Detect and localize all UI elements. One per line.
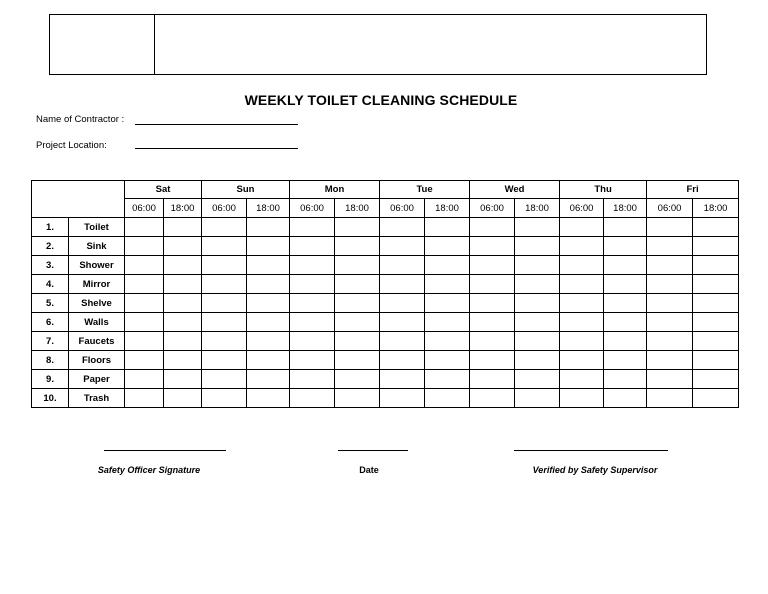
table-row bbox=[32, 313, 739, 332]
check-cell[interactable] bbox=[604, 332, 647, 351]
check-cell[interactable] bbox=[425, 351, 470, 370]
check-cell[interactable] bbox=[125, 389, 164, 408]
check-cell[interactable] bbox=[380, 332, 425, 351]
logo-cell bbox=[50, 15, 155, 74]
check-cell[interactable] bbox=[604, 218, 647, 237]
check-cell[interactable] bbox=[470, 389, 515, 408]
check-cell[interactable] bbox=[335, 218, 380, 237]
item-name: Faucets bbox=[69, 332, 125, 351]
check-cell[interactable] bbox=[693, 237, 739, 256]
check-cell[interactable] bbox=[470, 332, 515, 351]
check-cell[interactable] bbox=[515, 237, 560, 256]
check-cell[interactable] bbox=[647, 332, 693, 351]
item-number: 1. bbox=[32, 218, 69, 237]
check-cell[interactable] bbox=[380, 351, 425, 370]
officer-signature-label: Safety Officer Signature bbox=[97, 465, 201, 475]
check-cell[interactable] bbox=[125, 218, 164, 237]
page-title: WEEKLY TOILET CLEANING SCHEDULE bbox=[244, 92, 518, 108]
check-cell[interactable] bbox=[515, 294, 560, 313]
check-cell[interactable] bbox=[290, 351, 335, 370]
item-name: Mirror bbox=[69, 275, 125, 294]
check-cell[interactable] bbox=[202, 256, 247, 275]
check-cell[interactable] bbox=[604, 275, 647, 294]
item-number: 4. bbox=[32, 275, 69, 294]
check-cell[interactable] bbox=[125, 332, 164, 351]
time-header: 18:00 bbox=[604, 199, 647, 218]
check-cell[interactable] bbox=[125, 351, 164, 370]
check-cell[interactable] bbox=[425, 294, 470, 313]
check-cell[interactable] bbox=[604, 237, 647, 256]
check-cell[interactable] bbox=[290, 256, 335, 275]
check-cell[interactable] bbox=[247, 237, 290, 256]
check-cell[interactable] bbox=[380, 275, 425, 294]
check-cell[interactable] bbox=[247, 389, 290, 408]
check-cell[interactable] bbox=[380, 294, 425, 313]
check-cell[interactable] bbox=[470, 237, 515, 256]
check-cell[interactable] bbox=[125, 275, 164, 294]
day-header-tue: Tue bbox=[380, 181, 470, 199]
check-cell[interactable] bbox=[470, 275, 515, 294]
check-cell[interactable] bbox=[647, 256, 693, 275]
check-cell[interactable] bbox=[202, 332, 247, 351]
schedule-table bbox=[31, 180, 739, 408]
time-header: 06:00 bbox=[380, 199, 425, 218]
contractor-label: Name of Contractor : bbox=[36, 114, 125, 125]
check-cell[interactable] bbox=[290, 313, 335, 332]
item-number: 5. bbox=[32, 294, 69, 313]
check-cell[interactable] bbox=[693, 389, 739, 408]
check-cell[interactable] bbox=[604, 389, 647, 408]
check-cell[interactable] bbox=[560, 313, 604, 332]
check-cell[interactable] bbox=[693, 370, 739, 389]
check-cell[interactable] bbox=[693, 275, 739, 294]
check-cell[interactable] bbox=[470, 370, 515, 389]
check-cell[interactable] bbox=[164, 256, 202, 275]
check-cell[interactable] bbox=[202, 351, 247, 370]
check-cell[interactable] bbox=[335, 256, 380, 275]
item-name: Sink bbox=[69, 237, 125, 256]
check-cell[interactable] bbox=[290, 237, 335, 256]
check-cell[interactable] bbox=[380, 370, 425, 389]
check-cell[interactable] bbox=[247, 351, 290, 370]
check-cell[interactable] bbox=[470, 256, 515, 275]
item-number: 8. bbox=[32, 351, 69, 370]
time-header: 06:00 bbox=[647, 199, 693, 218]
check-cell[interactable] bbox=[125, 237, 164, 256]
check-cell[interactable] bbox=[693, 313, 739, 332]
time-header: 18:00 bbox=[247, 199, 290, 218]
item-name: Shelve bbox=[69, 294, 125, 313]
time-header: 06:00 bbox=[202, 199, 247, 218]
item-name: Floors bbox=[69, 351, 125, 370]
check-cell[interactable] bbox=[604, 370, 647, 389]
item-number: 2. bbox=[32, 237, 69, 256]
check-cell[interactable] bbox=[202, 237, 247, 256]
check-cell[interactable] bbox=[164, 370, 202, 389]
item-name: Walls bbox=[69, 313, 125, 332]
check-cell[interactable] bbox=[647, 313, 693, 332]
check-cell[interactable] bbox=[335, 294, 380, 313]
time-header: 18:00 bbox=[515, 199, 560, 218]
check-cell[interactable] bbox=[335, 275, 380, 294]
check-cell[interactable] bbox=[164, 332, 202, 351]
check-cell[interactable] bbox=[380, 313, 425, 332]
check-cell[interactable] bbox=[335, 351, 380, 370]
table-row bbox=[32, 332, 739, 351]
date-line[interactable] bbox=[338, 450, 408, 451]
check-cell[interactable] bbox=[202, 389, 247, 408]
check-cell[interactable] bbox=[515, 370, 560, 389]
check-cell[interactable] bbox=[290, 389, 335, 408]
table-row bbox=[32, 294, 739, 313]
check-cell[interactable] bbox=[560, 332, 604, 351]
check-cell[interactable] bbox=[164, 313, 202, 332]
check-cell[interactable] bbox=[560, 389, 604, 408]
table-row bbox=[32, 370, 739, 389]
day-header-thu: Thu bbox=[560, 181, 647, 199]
check-cell[interactable] bbox=[125, 294, 164, 313]
check-cell[interactable] bbox=[202, 294, 247, 313]
item-name: Trash bbox=[69, 389, 125, 408]
table-corner-cell bbox=[32, 181, 125, 218]
check-cell[interactable] bbox=[202, 313, 247, 332]
check-cell[interactable] bbox=[335, 332, 380, 351]
check-cell[interactable] bbox=[247, 313, 290, 332]
day-header-sun: Sun bbox=[202, 181, 290, 199]
check-cell[interactable] bbox=[693, 218, 739, 237]
check-cell[interactable] bbox=[425, 237, 470, 256]
check-cell[interactable] bbox=[425, 218, 470, 237]
check-cell[interactable] bbox=[515, 313, 560, 332]
check-cell[interactable] bbox=[515, 332, 560, 351]
date-label: Date bbox=[359, 465, 379, 475]
day-header-fri: Fri bbox=[647, 181, 739, 199]
item-name: Shower bbox=[69, 256, 125, 275]
check-cell[interactable] bbox=[470, 313, 515, 332]
check-cell[interactable] bbox=[247, 294, 290, 313]
check-cell[interactable] bbox=[380, 237, 425, 256]
check-cell[interactable] bbox=[380, 218, 425, 237]
check-cell[interactable] bbox=[470, 218, 515, 237]
check-cell[interactable] bbox=[125, 313, 164, 332]
check-cell[interactable] bbox=[425, 313, 470, 332]
time-header: 06:00 bbox=[290, 199, 335, 218]
check-cell[interactable] bbox=[125, 370, 164, 389]
check-cell[interactable] bbox=[164, 294, 202, 313]
check-cell[interactable] bbox=[164, 218, 202, 237]
check-cell[interactable] bbox=[693, 256, 739, 275]
check-cell[interactable] bbox=[425, 389, 470, 408]
check-cell[interactable] bbox=[560, 237, 604, 256]
check-cell[interactable] bbox=[604, 351, 647, 370]
item-number: 10. bbox=[32, 389, 69, 408]
check-cell[interactable] bbox=[335, 370, 380, 389]
check-cell[interactable] bbox=[290, 218, 335, 237]
check-cell[interactable] bbox=[647, 389, 693, 408]
check-cell[interactable] bbox=[647, 218, 693, 237]
check-cell[interactable] bbox=[470, 351, 515, 370]
time-header: 06:00 bbox=[125, 199, 164, 218]
check-cell[interactable] bbox=[425, 275, 470, 294]
day-header-wed: Wed bbox=[470, 181, 560, 199]
check-cell[interactable] bbox=[515, 351, 560, 370]
check-cell[interactable] bbox=[247, 370, 290, 389]
check-cell[interactable] bbox=[125, 256, 164, 275]
check-cell[interactable] bbox=[515, 218, 560, 237]
check-cell[interactable] bbox=[290, 332, 335, 351]
item-number: 6. bbox=[32, 313, 69, 332]
check-cell[interactable] bbox=[470, 294, 515, 313]
check-cell[interactable] bbox=[693, 332, 739, 351]
check-cell[interactable] bbox=[247, 332, 290, 351]
item-number: 3. bbox=[32, 256, 69, 275]
time-header: 18:00 bbox=[335, 199, 380, 218]
table-row bbox=[32, 351, 739, 370]
contractor-field[interactable] bbox=[135, 124, 298, 125]
check-cell[interactable] bbox=[290, 370, 335, 389]
check-cell[interactable] bbox=[560, 218, 604, 237]
check-cell[interactable] bbox=[425, 332, 470, 351]
table-row bbox=[32, 389, 739, 408]
location-field[interactable] bbox=[135, 148, 298, 149]
check-cell[interactable] bbox=[202, 370, 247, 389]
check-cell[interactable] bbox=[647, 351, 693, 370]
check-cell[interactable] bbox=[247, 218, 290, 237]
check-cell[interactable] bbox=[693, 294, 739, 313]
check-cell[interactable] bbox=[380, 389, 425, 408]
time-header: 18:00 bbox=[164, 199, 202, 218]
time-header: 18:00 bbox=[425, 199, 470, 218]
item-number: 9. bbox=[32, 370, 69, 389]
check-cell[interactable] bbox=[647, 370, 693, 389]
check-cell[interactable] bbox=[164, 389, 202, 408]
time-header: 06:00 bbox=[470, 199, 515, 218]
header-box bbox=[49, 14, 707, 75]
table-row bbox=[32, 237, 739, 256]
officer-signature-line[interactable] bbox=[104, 450, 226, 451]
check-cell[interactable] bbox=[604, 256, 647, 275]
check-cell[interactable] bbox=[515, 275, 560, 294]
check-cell[interactable] bbox=[290, 294, 335, 313]
check-cell[interactable] bbox=[425, 370, 470, 389]
item-name: Toilet bbox=[69, 218, 125, 237]
item-name: Paper bbox=[69, 370, 125, 389]
time-header: 06:00 bbox=[560, 199, 604, 218]
check-cell[interactable] bbox=[604, 313, 647, 332]
check-cell[interactable] bbox=[560, 294, 604, 313]
location-label: Project Location: bbox=[36, 140, 107, 151]
check-cell[interactable] bbox=[380, 256, 425, 275]
table-row bbox=[32, 218, 739, 237]
check-cell[interactable] bbox=[647, 294, 693, 313]
item-number: 7. bbox=[32, 332, 69, 351]
day-header-mon: Mon bbox=[290, 181, 380, 199]
check-cell[interactable] bbox=[335, 237, 380, 256]
check-cell[interactable] bbox=[604, 294, 647, 313]
day-header-sat: Sat bbox=[125, 181, 202, 199]
check-cell[interactable] bbox=[560, 351, 604, 370]
time-header: 18:00 bbox=[693, 199, 739, 218]
check-cell[interactable] bbox=[560, 256, 604, 275]
check-cell[interactable] bbox=[202, 275, 247, 294]
supervisor-signature-label: Verified by Safety Supervisor bbox=[532, 465, 658, 475]
check-cell[interactable] bbox=[335, 389, 380, 408]
check-cell[interactable] bbox=[164, 351, 202, 370]
check-cell[interactable] bbox=[290, 275, 335, 294]
check-cell[interactable] bbox=[247, 256, 290, 275]
check-cell[interactable] bbox=[560, 370, 604, 389]
table-row bbox=[32, 275, 739, 294]
check-cell[interactable] bbox=[164, 275, 202, 294]
check-cell[interactable] bbox=[164, 237, 202, 256]
check-cell[interactable] bbox=[647, 275, 693, 294]
check-cell[interactable] bbox=[202, 218, 247, 237]
check-cell[interactable] bbox=[425, 256, 470, 275]
check-cell[interactable] bbox=[560, 275, 604, 294]
check-cell[interactable] bbox=[515, 389, 560, 408]
check-cell[interactable] bbox=[247, 275, 290, 294]
check-cell[interactable] bbox=[647, 237, 693, 256]
check-cell[interactable] bbox=[335, 313, 380, 332]
table-row bbox=[32, 256, 739, 275]
check-cell[interactable] bbox=[693, 351, 739, 370]
check-cell[interactable] bbox=[515, 256, 560, 275]
supervisor-signature-line[interactable] bbox=[514, 450, 668, 451]
